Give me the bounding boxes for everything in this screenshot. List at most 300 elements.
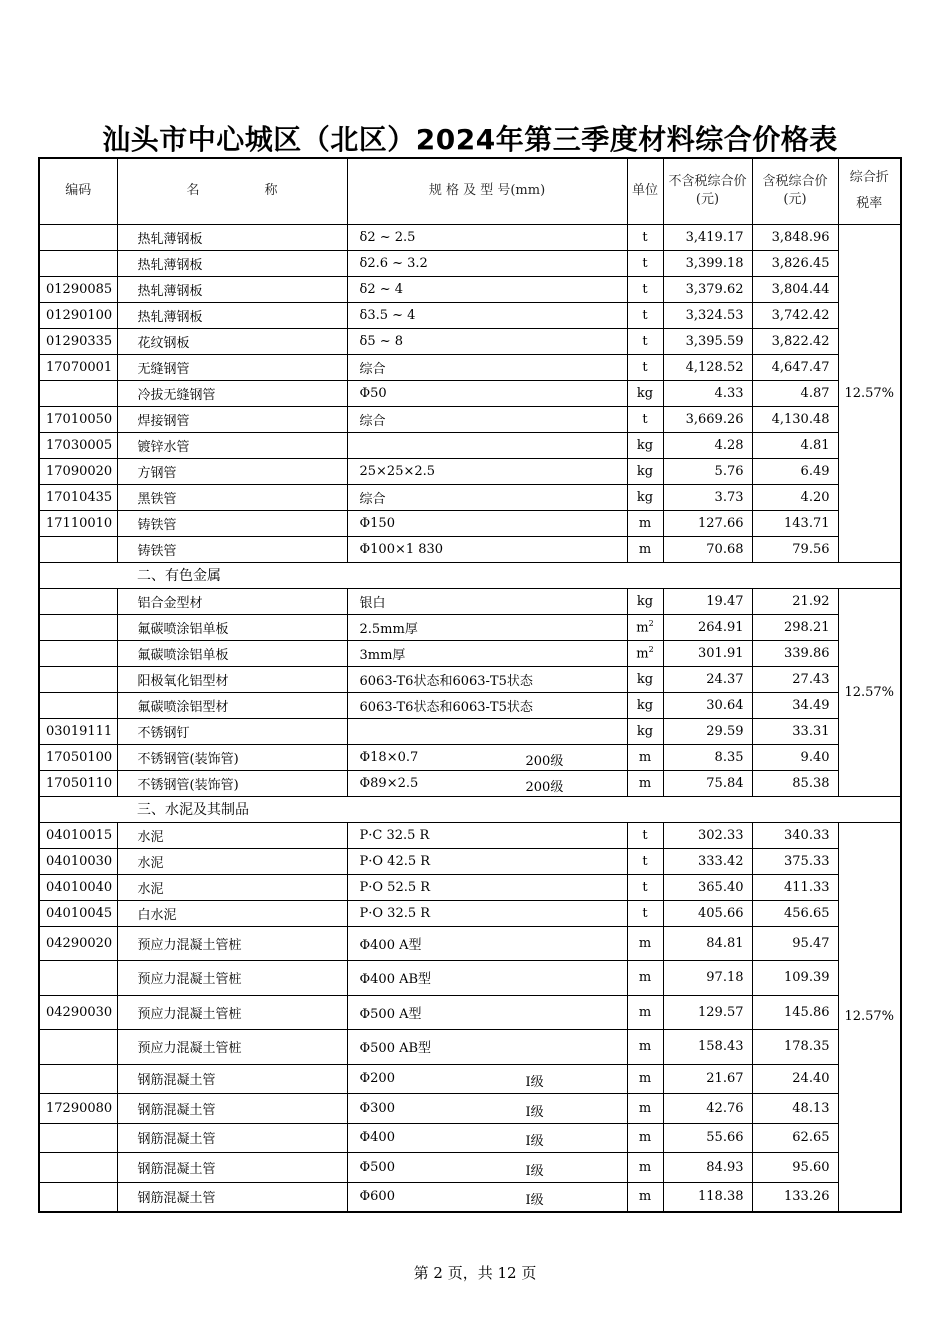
table-row	[39, 926, 901, 961]
material-name: 黑铁管	[117, 484, 347, 510]
material-name: 方钢管	[117, 458, 347, 484]
price-in-tax: 27.43	[752, 666, 838, 692]
price-ex-tax: 4.28	[663, 432, 752, 458]
price-ex-tax: 302.33	[663, 822, 752, 848]
tax-rate: 12.57%	[838, 822, 901, 1212]
table-row	[39, 666, 901, 692]
price-in-tax: 79.56	[752, 536, 838, 562]
grade-text: 200级	[525, 779, 564, 795]
price-in-tax: 24.40	[752, 1064, 838, 1094]
unit-cell	[627, 692, 663, 718]
grade-text: Ⅰ级	[525, 1134, 544, 1150]
unit-text: t	[642, 307, 648, 323]
table-row	[39, 510, 901, 536]
price-ex-tax: 3,419.17	[663, 224, 752, 250]
price-ex-tax: 3,399.18	[663, 250, 752, 276]
unit-cell	[627, 900, 663, 926]
price-in-tax: 48.13	[752, 1094, 838, 1124]
price-ex-tax: 84.81	[663, 926, 752, 961]
unit-text: m	[636, 646, 649, 662]
material-name: 预应力混凝土管桩	[117, 926, 347, 961]
price-ex-tax: 158.43	[663, 1030, 752, 1065]
spec-text: Φ89×2.5	[359, 775, 419, 791]
unit-text: t	[642, 255, 648, 271]
price-in-tax: 340.33	[752, 822, 838, 848]
material-code	[39, 250, 117, 276]
price-ex-tax: 365.40	[663, 874, 752, 900]
table-row	[39, 900, 901, 926]
material-name: 不锈钢管(装饰管)	[117, 770, 347, 796]
col-name-header: 名 称	[117, 158, 347, 224]
spec-text: Φ500 AB型	[359, 1041, 432, 1057]
price-ex-tax: 55.66	[663, 1123, 752, 1153]
material-name: 氟碳喷涂铝单板	[117, 640, 347, 666]
price-ex-tax: 30.64	[663, 692, 752, 718]
unit-cell	[627, 718, 663, 744]
material-code: 04010045	[39, 900, 117, 926]
material-name: 水泥	[117, 848, 347, 874]
price-in-tax: 3,826.45	[752, 250, 838, 276]
unit-text: m	[638, 1071, 652, 1087]
spec-text: P·O 52.5 R	[359, 879, 431, 895]
price-in-tax: 3,848.96	[752, 224, 838, 250]
price-ex-tax: 97.18	[663, 961, 752, 996]
unit-cell	[627, 276, 663, 302]
price-in-tax: 3,742.42	[752, 302, 838, 328]
material-name: 钢筋混凝土管	[117, 1064, 347, 1094]
spec-text: 6063-T6状态和6063-T5状态	[359, 699, 533, 715]
table-row	[39, 1064, 901, 1094]
price-ex-tax: 264.91	[663, 614, 752, 640]
material-code: 17050100	[39, 744, 117, 770]
unit-cell	[627, 432, 663, 458]
unit-text: t	[642, 281, 648, 297]
spec-text: Φ400	[359, 1130, 395, 1146]
spec-text: 综合	[359, 361, 386, 377]
unit-text: m	[638, 749, 652, 765]
unit-cell	[627, 1030, 663, 1065]
material-code: 17010435	[39, 484, 117, 510]
table-row	[39, 995, 901, 1030]
material-spec	[347, 718, 627, 744]
unit-cell	[627, 536, 663, 562]
page-footer: 第 2 页，共 12 页	[413, 1264, 537, 1282]
material-name: 铸铁管	[117, 510, 347, 536]
price-in-tax: 34.49	[752, 692, 838, 718]
material-code: 04010030	[39, 848, 117, 874]
material-code: 17290080	[39, 1094, 117, 1124]
material-spec	[347, 614, 627, 640]
material-spec	[347, 588, 627, 614]
table-row	[39, 961, 901, 996]
grade-text: Ⅰ级	[525, 1075, 544, 1091]
col-spec-header: 规 格 及 型 号(mm)	[347, 158, 627, 224]
table-row	[39, 822, 901, 848]
spec-text: 3mm厚	[359, 647, 406, 663]
table-row	[39, 770, 901, 796]
unit-superscript: 2	[648, 618, 654, 628]
material-code	[39, 380, 117, 406]
unit-cell	[627, 770, 663, 796]
header-row	[39, 158, 901, 224]
material-name: 预应力混凝土管桩	[117, 995, 347, 1030]
price-in-tax: 178.35	[752, 1030, 838, 1065]
price-in-tax: 4,130.48	[752, 406, 838, 432]
spec-text: Φ400 AB型	[359, 972, 432, 988]
unit-text: kg	[636, 385, 654, 401]
table-row	[39, 302, 901, 328]
material-name: 阳极氧化铝型材	[117, 666, 347, 692]
material-code	[39, 536, 117, 562]
spec-text: δ5 ~ 8	[359, 333, 404, 349]
material-name: 预应力混凝土管桩	[117, 961, 347, 996]
material-spec	[347, 406, 627, 432]
material-spec	[347, 1030, 627, 1065]
tax-rate: 12.57%	[838, 588, 901, 796]
unit-cell	[627, 926, 663, 961]
spec-text: Φ500 A型	[359, 1006, 422, 1022]
material-spec	[347, 874, 627, 900]
material-name: 氟碳喷涂铝型材	[117, 692, 347, 718]
price-in-tax: 4.20	[752, 484, 838, 510]
spec-text: δ2.6 ~ 3.2	[359, 255, 428, 271]
unit-cell	[627, 961, 663, 996]
unit-text: kg	[636, 671, 654, 687]
table-row	[39, 458, 901, 484]
price-in-tax: 4.81	[752, 432, 838, 458]
grade-text: Ⅰ级	[525, 1193, 544, 1208]
material-name: 钢筋混凝土管	[117, 1153, 347, 1183]
unit-text: m	[638, 1004, 652, 1020]
price-in-tax: 95.60	[752, 1153, 838, 1183]
price-in-tax: 95.47	[752, 926, 838, 961]
unit-text: m	[638, 935, 652, 951]
unit-text: m	[638, 775, 652, 791]
grade-text: Ⅰ级	[525, 1163, 544, 1179]
material-code	[39, 1064, 117, 1094]
material-code: 04290020	[39, 926, 117, 961]
material-spec	[347, 484, 627, 510]
material-code: 01290335	[39, 328, 117, 354]
spec-text: Φ500	[359, 1159, 395, 1175]
unit-cell	[627, 328, 663, 354]
unit-text: kg	[636, 437, 654, 453]
spec-text: δ2 ~ 4	[359, 281, 404, 297]
col-price-in-header: 含税综合价(元)	[752, 158, 838, 224]
spec-text: Φ100×1 830	[359, 541, 444, 557]
spec-text: 25×25×2.5	[359, 463, 436, 479]
material-name: 无缝钢管	[117, 354, 347, 380]
unit-text: t	[642, 879, 648, 895]
unit-cell	[627, 406, 663, 432]
price-in-tax: 9.40	[752, 744, 838, 770]
material-name: 钢筋混凝土管	[117, 1094, 347, 1124]
unit-text: kg	[636, 697, 654, 713]
material-spec	[347, 744, 627, 770]
material-code	[39, 1030, 117, 1065]
spec-text: P·O 42.5 R	[359, 853, 431, 869]
material-spec	[347, 1123, 627, 1153]
section-title: 三、水泥及其制品	[117, 796, 901, 822]
material-code: 04290030	[39, 995, 117, 1030]
page-title: 汕头市中心城区（北区）2024年第三季度材料综合价格表	[102, 123, 838, 156]
price-in-tax: 6.49	[752, 458, 838, 484]
col-rate-header: 综合折税率	[838, 158, 901, 224]
material-spec	[347, 224, 627, 250]
material-code	[39, 588, 117, 614]
unit-text: m	[638, 1130, 652, 1146]
unit-text: t	[642, 411, 648, 427]
material-code	[39, 640, 117, 666]
table-row	[39, 614, 901, 640]
price-ex-tax: 75.84	[663, 770, 752, 796]
price-in-tax: 85.38	[752, 770, 838, 796]
material-spec	[347, 1064, 627, 1094]
material-name: 水泥	[117, 874, 347, 900]
material-name: 钢筋混凝土管	[117, 1182, 347, 1212]
spec-text: 2.5mm厚	[359, 621, 418, 637]
material-code	[39, 961, 117, 996]
unit-text: m	[638, 1100, 652, 1116]
col-unit-header: 单位	[627, 158, 663, 224]
price-table	[38, 157, 902, 1213]
price-in-tax: 339.86	[752, 640, 838, 666]
section-header-row	[39, 796, 901, 822]
material-code: 04010015	[39, 822, 117, 848]
price-in-tax: 4,647.47	[752, 354, 838, 380]
material-name: 不锈钢钉	[117, 718, 347, 744]
material-code	[39, 1123, 117, 1153]
spec-text: Φ150	[359, 515, 395, 531]
table-row	[39, 406, 901, 432]
spec-text: δ2 ~ 2.5	[359, 229, 416, 245]
price-ex-tax: 3.73	[663, 484, 752, 510]
material-code: 17050110	[39, 770, 117, 796]
material-name: 热轧薄钢板	[117, 302, 347, 328]
unit-cell	[627, 1064, 663, 1094]
unit-text: t	[642, 853, 648, 869]
material-spec	[347, 276, 627, 302]
material-spec	[347, 926, 627, 961]
spec-text: 综合	[359, 491, 386, 507]
unit-cell	[627, 380, 663, 406]
material-spec	[347, 770, 627, 796]
material-spec	[347, 961, 627, 996]
unit-superscript: 2	[648, 644, 654, 654]
unit-text: kg	[636, 593, 654, 609]
price-ex-tax: 29.59	[663, 718, 752, 744]
material-spec	[347, 995, 627, 1030]
material-name: 冷拔无缝钢管	[117, 380, 347, 406]
price-ex-tax: 70.68	[663, 536, 752, 562]
price-ex-tax: 5.76	[663, 458, 752, 484]
price-ex-tax: 3,669.26	[663, 406, 752, 432]
material-code: 17030005	[39, 432, 117, 458]
table-row	[39, 276, 901, 302]
unit-cell	[627, 1182, 663, 1212]
unit-text: kg	[636, 489, 654, 505]
table-row	[39, 1153, 901, 1183]
material-spec	[347, 328, 627, 354]
section-title: 二、有色金属	[117, 562, 901, 588]
material-spec	[347, 536, 627, 562]
grade-text: Ⅰ级	[525, 1104, 544, 1120]
material-spec	[347, 822, 627, 848]
spec-text: 综合	[359, 413, 386, 429]
price-ex-tax: 42.76	[663, 1094, 752, 1124]
unit-cell	[627, 848, 663, 874]
table-row	[39, 380, 901, 406]
unit-text: m	[638, 1189, 652, 1204]
unit-cell	[627, 1123, 663, 1153]
table-row	[39, 1182, 901, 1212]
material-name: 焊接钢管	[117, 406, 347, 432]
unit-cell	[627, 484, 663, 510]
price-ex-tax: 301.91	[663, 640, 752, 666]
material-spec	[347, 692, 627, 718]
table-row	[39, 874, 901, 900]
unit-cell	[627, 822, 663, 848]
unit-cell	[627, 666, 663, 692]
table-row	[39, 848, 901, 874]
material-name: 镀锌水管	[117, 432, 347, 458]
grade-text: 200级	[525, 753, 564, 769]
table-row	[39, 432, 901, 458]
price-in-tax: 143.71	[752, 510, 838, 536]
material-name: 热轧薄钢板	[117, 276, 347, 302]
unit-cell	[627, 614, 663, 640]
material-code	[39, 1182, 117, 1212]
material-name: 热轧薄钢板	[117, 224, 347, 250]
price-ex-tax: 19.47	[663, 588, 752, 614]
price-in-tax: 4.87	[752, 380, 838, 406]
unit-cell	[627, 588, 663, 614]
section-header-row	[39, 562, 901, 588]
table-row	[39, 1094, 901, 1124]
spec-text: P·O 32.5 R	[359, 905, 431, 921]
price-in-tax: 456.65	[752, 900, 838, 926]
material-code: 17110010	[39, 510, 117, 536]
material-spec	[347, 302, 627, 328]
material-code	[39, 614, 117, 640]
material-spec	[347, 900, 627, 926]
col-price-ex-header: 不含税综合价(元)	[663, 158, 752, 224]
price-in-tax: 62.65	[752, 1123, 838, 1153]
material-name: 铸铁管	[117, 536, 347, 562]
material-name: 白水泥	[117, 900, 347, 926]
material-name: 氟碳喷涂铝单板	[117, 614, 347, 640]
material-spec	[347, 1153, 627, 1183]
table-body	[39, 224, 901, 1212]
unit-text: m	[636, 620, 649, 636]
unit-text: kg	[636, 723, 654, 739]
price-ex-tax: 21.67	[663, 1064, 752, 1094]
price-ex-tax: 405.66	[663, 900, 752, 926]
unit-text: t	[642, 827, 648, 843]
spec-text: P·C 32.5 R	[359, 827, 430, 843]
spec-text: Φ18×0.7	[359, 749, 419, 765]
material-spec	[347, 458, 627, 484]
material-spec	[347, 640, 627, 666]
unit-text: m	[638, 1159, 652, 1175]
spec-text: Φ300	[359, 1100, 395, 1116]
table-row	[39, 250, 901, 276]
material-name: 预应力混凝土管桩	[117, 1030, 347, 1065]
material-code	[39, 1153, 117, 1183]
unit-text: t	[642, 359, 648, 375]
price-in-tax: 375.33	[752, 848, 838, 874]
unit-text: t	[642, 905, 648, 921]
price-ex-tax: 129.57	[663, 995, 752, 1030]
price-ex-tax: 8.35	[663, 744, 752, 770]
price-ex-tax: 4,128.52	[663, 354, 752, 380]
material-code: 17070001	[39, 354, 117, 380]
price-in-tax: 3,822.42	[752, 328, 838, 354]
price-in-tax: 33.31	[752, 718, 838, 744]
price-ex-tax: 118.38	[663, 1182, 752, 1212]
material-spec	[347, 354, 627, 380]
table-row	[39, 484, 901, 510]
material-spec	[347, 666, 627, 692]
material-name: 热轧薄钢板	[117, 250, 347, 276]
table-row	[39, 224, 901, 250]
unit-cell	[627, 995, 663, 1030]
table-row	[39, 1030, 901, 1065]
material-code: 17010050	[39, 406, 117, 432]
material-name: 钢筋混凝土管	[117, 1123, 347, 1153]
price-ex-tax: 84.93	[663, 1153, 752, 1183]
unit-cell	[627, 302, 663, 328]
price-ex-tax: 3,395.59	[663, 328, 752, 354]
price-in-tax: 133.26	[752, 1182, 838, 1212]
material-name: 不锈钢管(装饰管)	[117, 744, 347, 770]
price-in-tax: 3,804.44	[752, 276, 838, 302]
price-ex-tax: 333.42	[663, 848, 752, 874]
price-ex-tax: 3,324.53	[663, 302, 752, 328]
spec-text: δ3.5 ~ 4	[359, 307, 416, 323]
unit-text: m	[638, 541, 652, 557]
material-code	[39, 666, 117, 692]
spec-text: Φ400 A型	[359, 937, 422, 953]
unit-text: kg	[636, 463, 654, 479]
material-code: 17090020	[39, 458, 117, 484]
unit-text: t	[642, 333, 648, 349]
table-row	[39, 536, 901, 562]
price-in-tax: 411.33	[752, 874, 838, 900]
unit-cell	[627, 640, 663, 666]
unit-text: t	[642, 229, 648, 245]
spec-text: Φ200	[359, 1071, 395, 1087]
material-name: 花纹钢板	[117, 328, 347, 354]
unit-cell	[627, 250, 663, 276]
price-in-tax: 298.21	[752, 614, 838, 640]
col-code-header: 编码	[39, 158, 117, 224]
material-spec	[347, 250, 627, 276]
table-row	[39, 328, 901, 354]
unit-text: m	[638, 1039, 652, 1055]
unit-cell	[627, 744, 663, 770]
unit-text: m	[638, 515, 652, 531]
table-row	[39, 354, 901, 380]
material-code: 03019111	[39, 718, 117, 744]
material-code: 01290100	[39, 302, 117, 328]
tax-rate: 12.57%	[838, 224, 901, 562]
material-spec	[347, 1094, 627, 1124]
unit-cell	[627, 1153, 663, 1183]
spec-text: Φ600	[359, 1189, 395, 1204]
unit-cell	[627, 1094, 663, 1124]
spec-text: Φ50	[359, 385, 387, 401]
